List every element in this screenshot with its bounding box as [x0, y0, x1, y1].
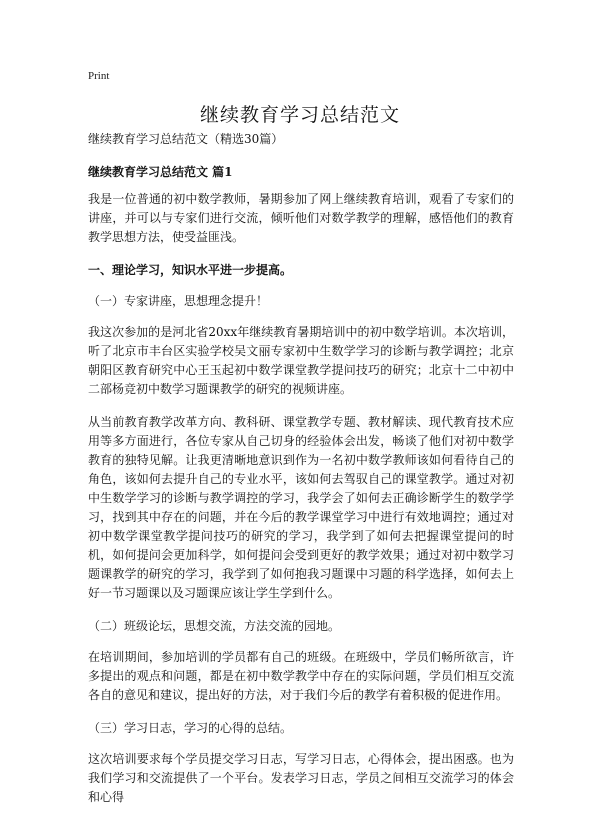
sub-heading-1: （一）专家讲座，思想理念提升！: [88, 294, 269, 308]
page-title: 继续教育学习总结范文: [199, 104, 400, 126]
document-subtitle: 继续教育学习总结范文（精选30篇）: [88, 132, 284, 146]
paragraph-1: 我这次参加的是河北省20xx年继续教育暑期培训中的初中数学培训。本次培训，听了北京市丰台区实验学校吴文丽专家初中生数学学习的诊断与教学调控；北京朝阳区教育研究中心王玉起初中数学课堂教学提问技巧的研究；北京十二中初中二部杨竞初中数学习题课教学的研究的视频讲座。: [88, 325, 514, 396]
sub-heading-2: （二）班级论坛，思想交流，方法交流的园地。: [88, 619, 341, 633]
intro-paragraph: 我是一位普通的初中数学教师，暑期参加了网上继续教育培训，观看了专家们的讲座，并可以与专家们进行交流，倾听他们对数学教学的理解，感悟他们的教育教学思想方法，使受益匪浅。: [88, 192, 514, 244]
print-link[interactable]: Print: [88, 70, 110, 82]
document-body: [88, 130, 514, 821]
point-heading-1: 一、理论学习，知识水平进一步提高。: [88, 263, 293, 277]
sub-heading-3: （三）学习日志，学习的心得的总结。: [88, 721, 293, 735]
paragraph-3: 在培训期间，参加培训的学员都有自己的班级。在班级中，学员们畅所欲言，许多提出的观点和问题，都是在初中数学教学中存在的实际问题，学员们相互交流各自的意见和建议，提出好的方法，对于我们今后的教学有着积极的促进作用。: [88, 650, 514, 702]
paragraph-2: 从当前教育教学改革方向、教科研、课堂教学专题、教材解读、现代教育技术应用等多方面进行，各位专家从自己切身的经验体会出发，畅谈了他们对初中数学教育的独特见解。让我更清晰地意识到作为一名初中数学教师该如何看待自己的角色，该如何去提升自己的专业水平，该如何去驾驭自己的课堂教学。通过对初中生数学学习的诊断与教学调控的学习，我学会了如何去正确诊断学生的数学学习，找到其中存在的问题，并在今后的教学课堂学习中进行有效地调控；通过对初中数学课堂教学提问技巧的研究的学习，我学到了如何去把握课堂提问的时机，如何提问会更加科学，如何提问会受到更好的教学效果；通过对初中数学习题课教学的研究的学习，我学到了如何抱我习题课中习题的科学选择，如何去上好一节习题课以及习题课应该让学生学到什么。: [88, 415, 514, 600]
section-heading: 继续教育学习总结范文 篇1: [88, 165, 233, 179]
paragraph-4: 这次培训要求每个学员提交学习日志，写学习日志，心得体会，提出困惑。也为我们学习和交流提供了一个平台。发表学习日志，学员之间相互交流学习的体会和心得: [88, 752, 514, 804]
